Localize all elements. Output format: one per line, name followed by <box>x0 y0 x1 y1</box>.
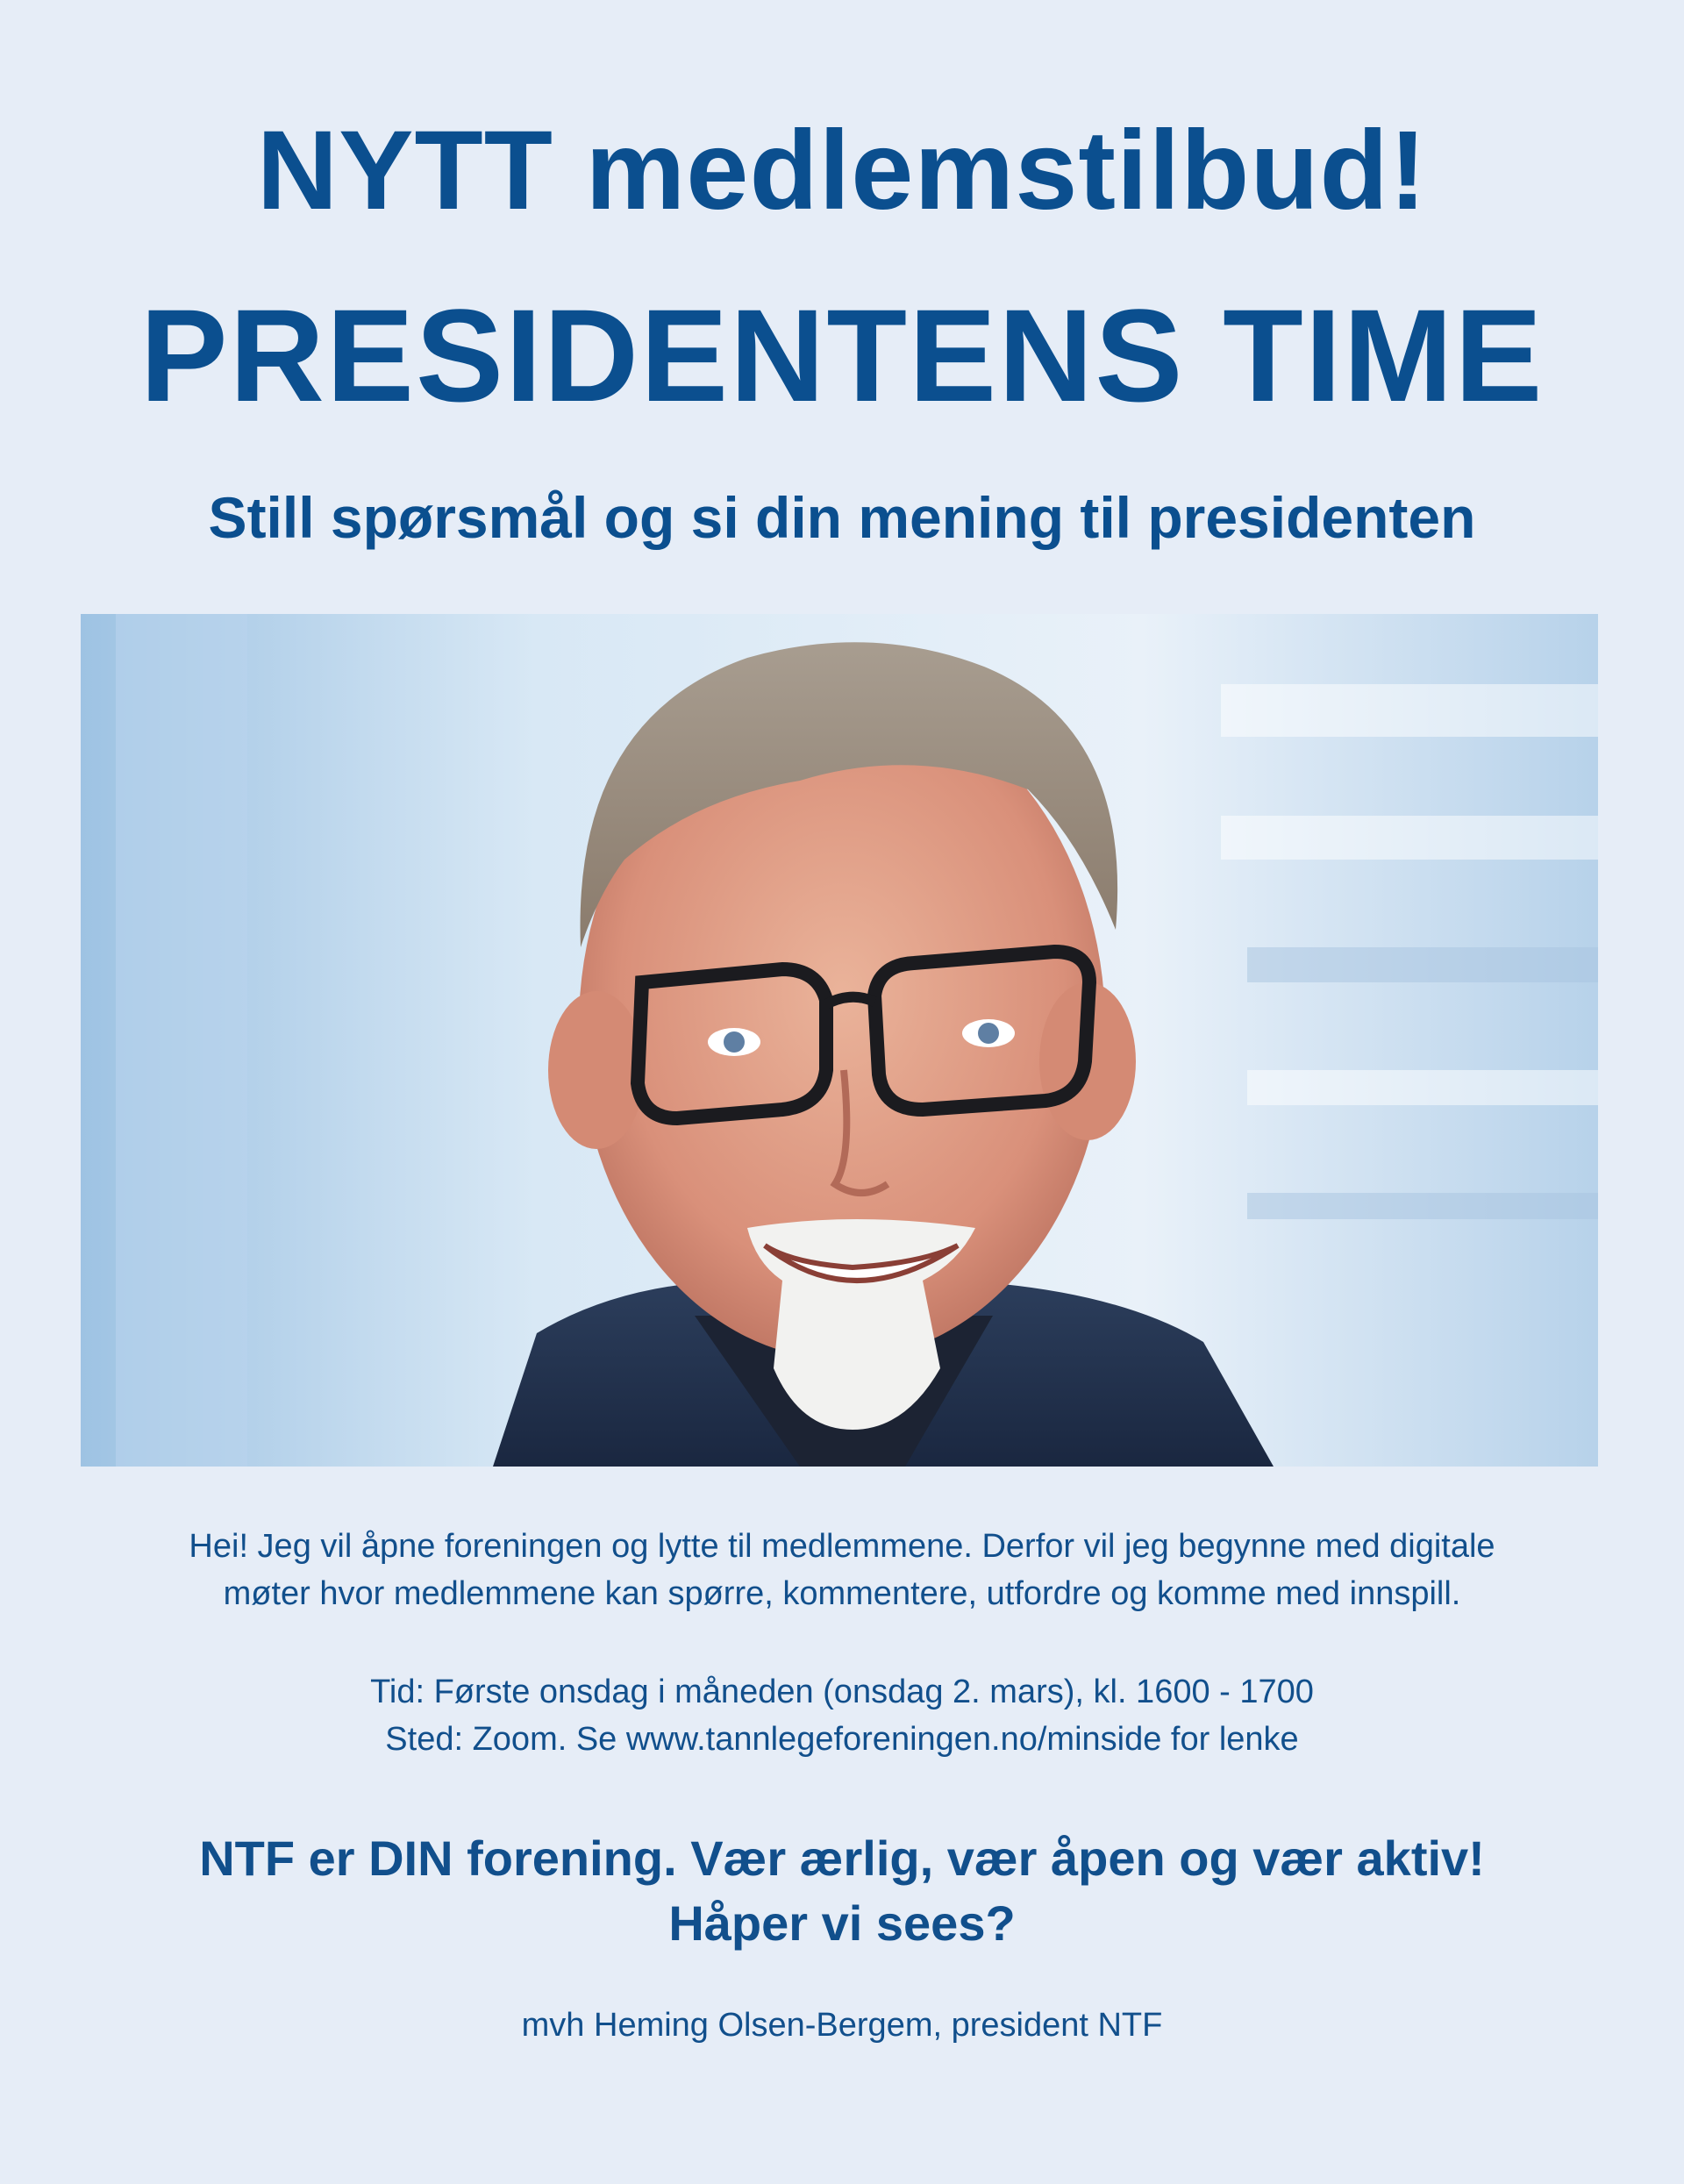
president-portrait-photo <box>81 614 1598 1467</box>
headline-presidents-hour: PRESIDENTENS TIME <box>139 282 1545 429</box>
call-to-action-line-1: NTF er DIN forening. Vær ærlig, vær åpen og vær aktiv! <box>199 1831 1485 1886</box>
signature: mvh Heming Olsen-Bergem, president NTF <box>521 2007 1163 2044</box>
call-to-action-line-2: Håper vi sees? <box>668 1895 1016 1951</box>
meeting-time: Tid: Første onsdag i måneden (onsdag 2. mars), kl. 1600 - 1700 <box>370 1674 1314 1710</box>
meeting-place: Sted: Zoom. Se www.tannlegeforeningen.no/minside for lenke <box>385 1721 1299 1758</box>
intro-line-1: Hei! Jeg vil åpne foreningen og lytte til medlemmene. Derfor vil jeg begynne med digitale <box>189 1528 1495 1565</box>
intro-line-2: møter hvor medlemmene kan spørre, kommentere, utfordre og komme med innspill. <box>223 1575 1461 1612</box>
headline-new-offer: NYTT medlemstilbud! <box>256 108 1428 233</box>
subtitle: Still spørsmål og si din mening til presidenten <box>208 485 1476 550</box>
